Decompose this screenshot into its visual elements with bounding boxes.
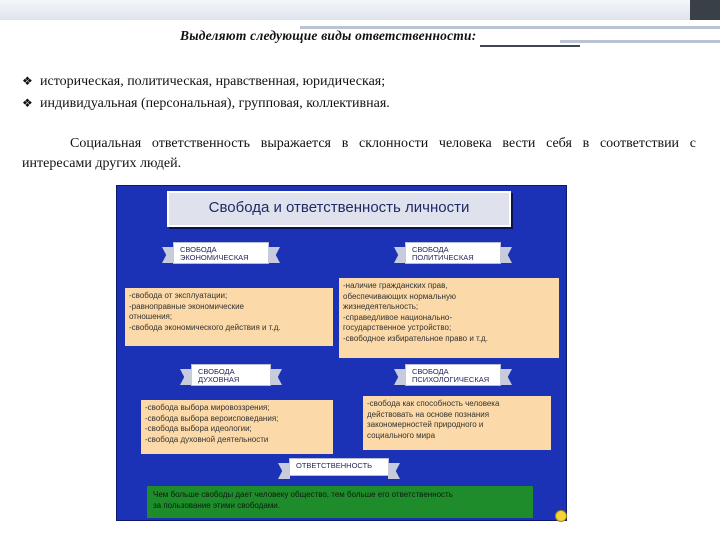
page-heading: Выделяют следующие виды ответственности: bbox=[180, 28, 477, 43]
list-item: ❖ историческая, политическая, нравственная, юридическая; bbox=[22, 74, 386, 89]
top-bar-corner bbox=[690, 0, 720, 20]
responsibility-types-list bbox=[22, 72, 390, 116]
political-freedom-box: -наличие гражданских прав, обеспечивающих нормальную жизнедеятельность; -справедливое национально- государственное устройство; -свободное избирательное право и т.д. bbox=[339, 278, 559, 358]
slide-title-box bbox=[167, 191, 511, 227]
social-responsibility-paragraph: Социальная ответственность выражается в склонности человека вести себя в соответствии с интересами других людей. bbox=[22, 136, 696, 171]
freedom-responsibility-slide bbox=[116, 185, 567, 521]
spiritual-freedom-box: -свобода выбора мировоззрения; -свобода выбора вероисповедания; -свобода выбора идеологии; -свобода духовной деятельности bbox=[141, 400, 333, 454]
banner-spiritual-freedom: СВОБОДА ДУХОВНАЯ bbox=[191, 364, 271, 386]
psychological-freedom-box: -свобода как способность человека действовать на основе познания закономерностей природного и социального мира bbox=[363, 396, 551, 450]
banner-political-freedom: СВОБОДА ПОЛИТИЧЕСКАЯ bbox=[405, 242, 501, 264]
diamond-bullet-icon: ❖ bbox=[22, 96, 33, 110]
decorative-line bbox=[480, 45, 580, 47]
responsibility-summary-box: Чем больше свободы дает человеку общество, тем больше его ответственность за пользование этими свободами. bbox=[147, 486, 533, 518]
sun-icon bbox=[555, 510, 567, 522]
list-item: ❖ индивидуальная (персональная), групповая, коллективная. bbox=[22, 96, 390, 111]
decorative-line bbox=[560, 40, 720, 43]
banner-psychological-freedom: СВОБОДА ПСИХОЛОГИЧЕСКАЯ bbox=[405, 364, 501, 386]
top-bar bbox=[0, 0, 720, 20]
banner-responsibility: ОТВЕТСТВЕННОСТЬ bbox=[289, 458, 389, 476]
economic-freedom-box: -свобода от эксплуатации; -равноправные экономические отношения; -свобода экономического действия и т.д. bbox=[125, 288, 333, 346]
diamond-bullet-icon: ❖ bbox=[22, 74, 33, 88]
slide-title: Свобода и ответственность личности bbox=[208, 199, 470, 216]
banner-economic-freedom: СВОБОДА ЭКОНОМИЧЕСКАЯ bbox=[173, 242, 269, 264]
